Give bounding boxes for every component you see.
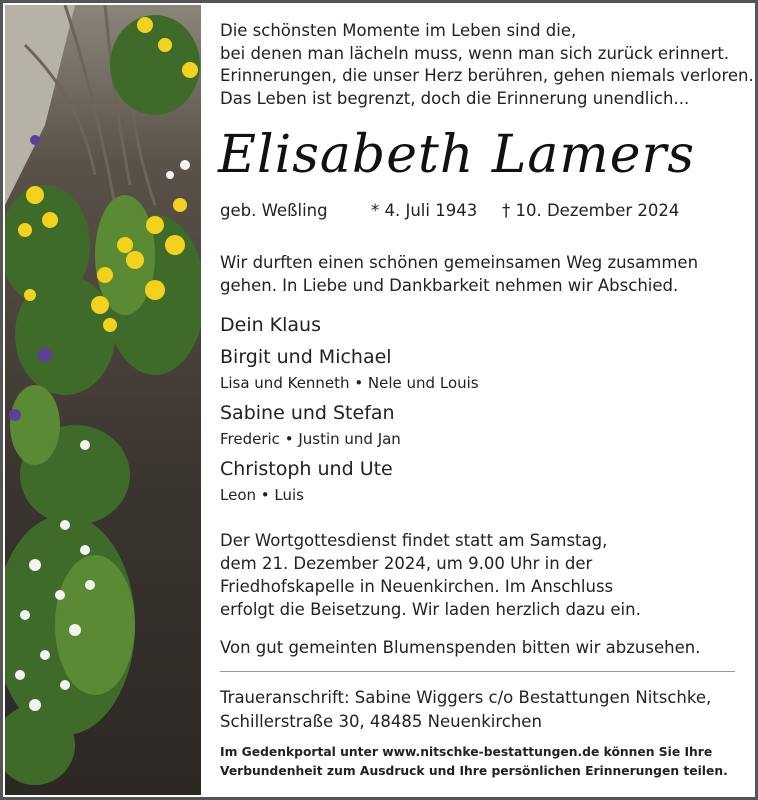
family-couple: Sabine und Stefan — [220, 402, 395, 424]
farewell-line: Wir durften einen schönen gemeinsamen Weg zusammen — [220, 253, 699, 272]
footer-line: Verbundenheit zum Ausdruck und Ihre persönlichen Erinnerungen teilen. — [220, 764, 728, 778]
birth-date: * 4. Juli 1943 — [371, 201, 478, 220]
memorial-quote — [220, 20, 754, 110]
family-couple: Christoph und Ute — [220, 458, 393, 480]
divider — [220, 671, 735, 672]
service-line: erfolgt die Beisetzung. Wir laden herzlich dazu ein. — [220, 600, 641, 619]
family-children: Leon • Luis — [220, 486, 304, 504]
family-children: Frederic • Justin und Jan — [220, 430, 401, 448]
service-line: Der Wortgottesdienst findet statt am Samstag, — [220, 531, 608, 550]
quote-line: bei denen man lächeln muss, wenn man sich zurück erinnert. — [220, 43, 730, 63]
quote-line: Das Leben ist begrenzt, doch die Erinnerung unendlich... — [220, 88, 690, 108]
service-line: dem 21. Dezember 2024, um 9.00 Uhr in der — [220, 554, 593, 573]
service-line: Friedhofskapelle in Neuenkirchen. Im Anschluss — [220, 577, 614, 596]
flowers-note: Von gut gemeinten Blumenspenden bitten wir abzusehen. — [220, 638, 701, 657]
address-line: Schillerstraße 30, 48485 Neuenkirchen — [220, 712, 542, 731]
flower-photo — [5, 5, 201, 795]
footer-line: Im Gedenkportal unter www.nitschke-bestattungen.de können Sie Ihre — [220, 745, 713, 759]
address-line: Traueranschrift: Sabine Wiggers c/o Bestattungen Nitschke, — [220, 688, 712, 707]
quote-line: Die schönsten Momente im Leben sind die, — [220, 21, 577, 40]
spouse-name: Dein Klaus — [220, 314, 322, 336]
family-children: Lisa und Kenneth • Nele und Louis — [220, 374, 479, 392]
farewell-line: gehen. In Liebe und Dankbarkeit nehmen wir Abschied. — [220, 276, 679, 295]
family-couple: Birgit und Michael — [220, 346, 392, 368]
birth-name: geb. Weßling — [220, 201, 328, 220]
death-date: † 10. Dezember 2024 — [502, 201, 680, 220]
quote-line: Erinnerungen, die unser Herz berühren, gehen niemals verloren. — [220, 66, 754, 85]
deceased-name: Elisabeth Lamers — [218, 125, 696, 185]
